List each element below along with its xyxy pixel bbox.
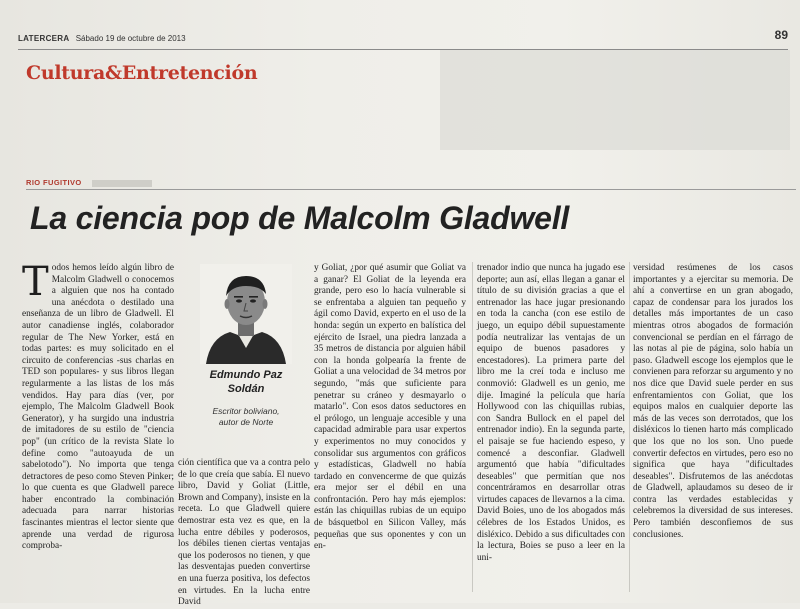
strip-bar — [92, 180, 152, 187]
column-divider — [629, 262, 630, 592]
author-name-line1: Edmundo Paz — [209, 369, 283, 381]
author-role-line1: Escritor boliviano, — [212, 406, 280, 416]
author-portrait — [200, 264, 292, 364]
drop-cap: T — [22, 259, 49, 305]
author-name — [182, 368, 310, 396]
article-column-4: trenador indio que nunca ha jugado ese deporte; aun así, ellas llegan a ganar el título de su división gracias a que el entrenador las hace jugar presionando en toda la cancha (con ese estilo de juego, un equipo débil supuestamente podía neutralizar las ventajas de un equipo de buenos pasadores y encestadores). La primera parte del libro me la creí toda e incluso me conmovió: Gladwell es un genio, me dije. Imaginé la película que haría Hollywood con las chiquillas rubias, con Sandra Bullock en el papel del entrenador indio). En la segunda parte, el paisaje se fue haciendo espeso, y comencé a desconfiar. Gladwell argumentó que había "dificultades deseables" que permitían que nos concentráramos en desarrollar otras virtudes capaces de llevarnos a la cima. David Boies, uno de los abogados más célebres de los Estados Unidos, es disléxico. Debido a sus dificultades con la lectura, Boies se puso a leer en la uni- — [477, 263, 625, 563]
column-strip — [26, 178, 796, 190]
article-column-1 — [22, 259, 174, 593]
article-headline: La ciencia pop de Malcolm Gladwell — [30, 200, 570, 236]
author-role — [182, 406, 310, 428]
section-title: Cultura&Entretención — [26, 62, 258, 84]
masthead — [18, 28, 788, 50]
article-column-2: ción científica que va a contra pelo de lo que creía que sabía. El nuevo libro, David y Goliat (Little, Brown and Company), insiste en la receta. Lo que Gladwell quiere demostrar esta vez es que, en la lucha entre débiles y poderosos, los débiles tienen ciertas ventajas que los poderosos no tienen, y que las desventajas pueden convertirse en una fuerza positiva, los defectos en virtudes. En la lucha entre David — [178, 458, 310, 608]
paper-name: LATERCERA — [18, 34, 70, 43]
article-column-3: y Goliat, ¿por qué asumir que Goliat va a ganar? El Goliat de la leyenda era grande, pero eso lo hacía vulnerable si se enfrentaba a alguien tan pequeño y ágil como David, experto en el uso de la honda: según un experto en balística del ejército de Israel, una piedra lanzada a 35 metros de distancia por alguien hábil con la honda golpearía la frente de Goliat a una velocidad de 34 metros por segundo, "más que suficiente para penetrar su cráneo y desmayarlo o matarlo". Con esos datos seductores en el prólogo, un lenguaje accesible y una capacidad admirable para usar expertos y experimentos no muy conocidos y consolidar sus argumentos con gráficos y estadísticas, Gladwell no había tardado en convencerme de que quizás era mejor ser el débil en una confrontación. Pero hay más ejemplos: están las chiquillas rubias de un equipo de básquetbol en Silicon Valley, más pequeñas que sus oponentes y con un en- — [314, 263, 466, 552]
column-1-text: odos hemos leído algún libro de Malcolm Gladwell o conocemos a alguien que nos ha contado una anécdota o destilado una enseñanza de un libro de Gladwell. El autor canadiense inglés, colaborador regular de The New Yorker, está en todas partes: es muy solicitado en el circuito de conferencias -sus charlas en TED son populares- y sus libros llegan regularmente a las listas de los más vendidos. Hay para días (ver, por ejemplo, The Malcolm Gladwell Book Generator), y ha surgido una industria de imitadores de su estilo de "ciencia pop" (un crítico de la revista Slate lo define como "autoayuda de un sabelotodo"). No importa que tenga detractores de peso como Steven Pinker; lo que cuenta es que Gladwell parece haber encontrado la combinación adecuada para narrar historias fascinantes mientras el lector siente que aprende una verdad de rigurosa comproba- — [22, 263, 174, 552]
issue-date: Sábado 19 de octubre de 2013 — [75, 34, 186, 43]
column-divider — [472, 262, 473, 592]
bleed-through-area — [440, 50, 790, 150]
article-column-5: versidad resúmenes de los casos importantes y a ejercitar su memoria. De ahí a convertirse en un gran abogado, capaz de condensar para los jurados los detalles más importantes de un caso mientras otros abogados de formación convencional se perdían en el fárrago de las notas al pie de página, solo había un paso. Gladwell escoge los ejemplos que le convienen para reforzar su argumento y no nos dice que David suele perder en sus enfrentamientos con Goliat, que los equipos malos en cualquier deporte las más de las veces son derrotados, que los disléxicos lo tienen harto más complicado que los que no los son. Uno puede convertir defectos en virtudes, pero eso no significa que haya "dificultades deseables". Disfrutemos de las anécdotas de Gladwell, aplaudamos su deseo de ir contra las verdades establecidas y celebremos la diversidad de sus intereses. Pero también desconfiemos de sus conclusiones. — [633, 263, 793, 540]
author-box — [182, 262, 310, 452]
column-label: RIO FUGITIVO — [26, 178, 82, 187]
author-role-line2: autor de Norte — [218, 417, 274, 427]
author-name-line2: Soldán — [227, 383, 265, 395]
page-number: 89 — [774, 28, 788, 42]
